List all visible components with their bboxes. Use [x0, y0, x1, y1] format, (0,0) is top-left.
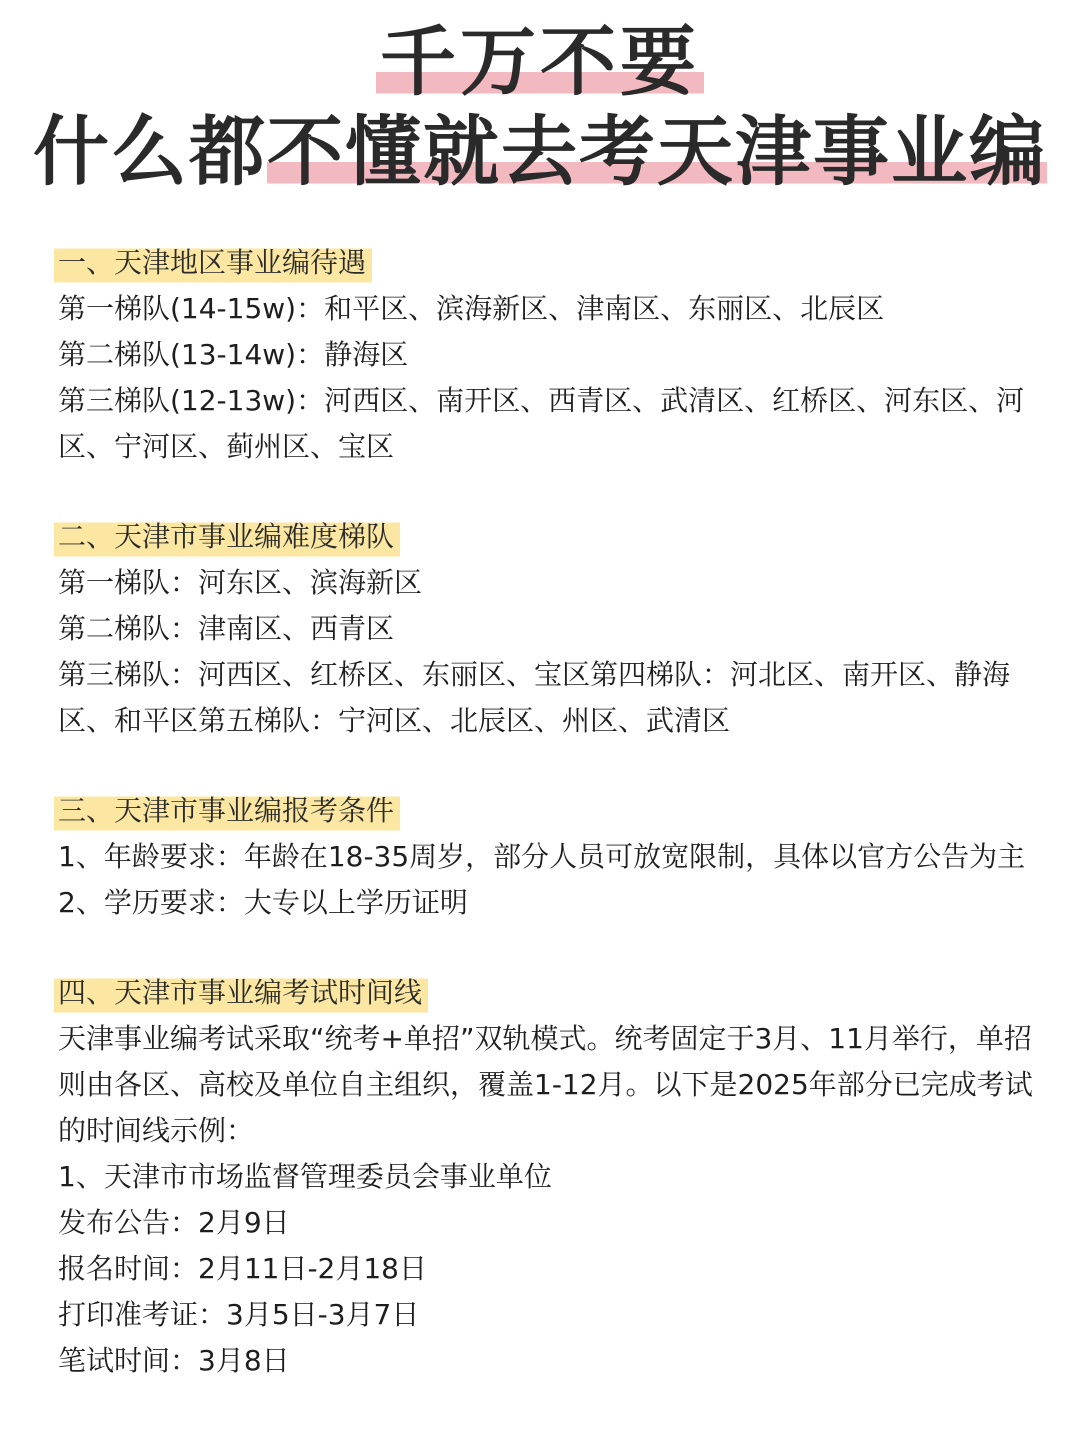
section-heading: 四、天津市事业编考试时间线 — [54, 970, 428, 1016]
section-line: 第一梯队：河东区、滨海新区 — [58, 566, 423, 599]
section-difficulty — [58, 514, 1038, 744]
title-line-1-text: 千万不要 — [376, 17, 704, 106]
title-line-2-highlight: 不懂就去考天津事业编 — [267, 107, 1047, 196]
section-line: 第三梯队(12-13w)：河西区、南开区、西青区、武清区、红桥区、河东区、河区、宁河区、蓟州区、宝区 — [58, 384, 1025, 463]
section-line: 2、学历要求：大专以上学历证明 — [58, 886, 468, 919]
section-line: 第一梯队(14-15w)：和平区、滨海新区、津南区、东丽区、北辰区 — [58, 292, 885, 325]
section-timeline — [58, 970, 1038, 1384]
section-line: 1、天津市市场监督管理委员会事业单位 — [58, 1160, 552, 1193]
title-line-1 — [0, 14, 1080, 110]
section-heading: 三、天津市事业编报考条件 — [54, 788, 400, 834]
title-line-2-plain: 什么都 — [33, 107, 267, 196]
section-heading: 二、天津市事业编难度梯队 — [54, 514, 400, 560]
section-line: 第三梯队：河西区、红桥区、东丽区、宝区第四梯队：河北区、南开区、静海区、和平区第五梯队：宁河区、北辰区、州区、武清区 — [58, 658, 1011, 737]
section-line: 打印准考证：3月5日-3月7日 — [58, 1298, 420, 1331]
section-line: 第二梯队(13-14w)：静海区 — [58, 338, 409, 371]
section-line: 笔试时间：3月8日 — [58, 1344, 290, 1377]
article-body — [58, 240, 1038, 1428]
section-requirements — [58, 788, 1038, 926]
title-line-2 — [0, 104, 1080, 200]
section-line: 发布公告：2月9日 — [58, 1206, 290, 1239]
section-salary — [58, 240, 1038, 470]
section-line: 报名时间：2月11日-2月18日 — [58, 1252, 427, 1285]
section-heading: 一、天津地区事业编待遇 — [54, 240, 372, 286]
section-line: 第二梯队：津南区、西青区 — [58, 612, 395, 645]
section-line: 1、年龄要求：年龄在18-35周岁，部分人员可放宽限制，具体以官方公告为主 — [58, 840, 1026, 873]
section-line: 天津事业编考试采取“统考+单招”双轨模式。统考固定于3月、11月举行，单招则由各区、高校及单位自主组织，覆盖1-12月。以下是2025年部分已完成考试的时间线示例： — [58, 1022, 1033, 1147]
